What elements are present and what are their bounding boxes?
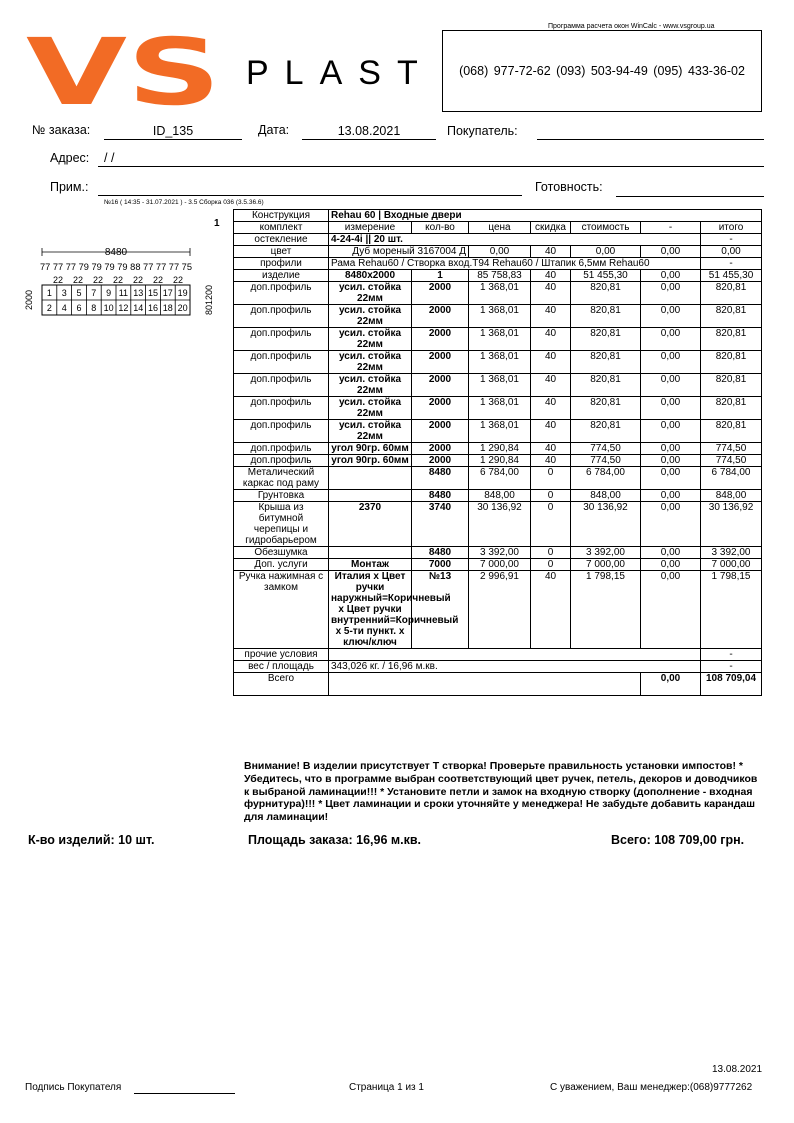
table-cell: 0,00: [641, 547, 701, 559]
table-cell: 30 136,92: [469, 502, 531, 547]
table-cell: 3 392,00: [701, 547, 762, 559]
table-row: [234, 443, 762, 455]
manager-contact: С уважением, Ваш менеджер:(068)9777262: [550, 1082, 753, 1093]
sketch-mid-dim: 22: [112, 275, 124, 285]
order-date-label: Дата:: [258, 123, 290, 137]
table-cell: 820,81: [701, 420, 762, 443]
table-cell: 1 798,15: [701, 571, 762, 649]
sketch-panel-number: 18: [162, 303, 173, 313]
table-cell: 820,81: [701, 374, 762, 397]
table-cell: 40: [531, 305, 571, 328]
phones-box: [442, 30, 762, 112]
table-cell: Италия x Цвет ручки наружный=Коричневый x Цвет ручки внутренний=Коричневый x 5-ти пункт. x ключ/ключ: [329, 571, 412, 649]
logo-plast: PLAST: [246, 54, 434, 92]
table-row: [234, 559, 762, 571]
table-cell: 0,00: [641, 282, 701, 305]
table-row: [234, 467, 762, 490]
sketch-panel-number: 12: [118, 303, 129, 313]
table-cell: 0,00: [641, 559, 701, 571]
table-cell: доп.профиль: [234, 374, 329, 397]
table-cell: 820,81: [701, 397, 762, 420]
table-cell: доп.профиль: [234, 351, 329, 374]
table-cell: доп.профиль: [234, 328, 329, 351]
table-cell: 820,81: [571, 328, 641, 351]
table-cell: 7 000,00: [701, 559, 762, 571]
table-cell: 820,81: [571, 420, 641, 443]
table-cell: 1 368,01: [469, 420, 531, 443]
sketch-panel-number: 10: [103, 303, 114, 313]
sketch-panel-number: 14: [133, 303, 144, 313]
table-cell: 820,81: [701, 282, 762, 305]
table-cell: 0,00: [641, 502, 701, 547]
sketch-panel-number: 8: [91, 303, 97, 313]
item-number: 1: [214, 218, 220, 229]
sketch-panel-number: 6: [76, 303, 82, 313]
table-cell: 0,00: [641, 420, 701, 443]
table-cell: усил. стойка 22мм: [329, 374, 412, 397]
table-cell: 1 368,01: [469, 305, 531, 328]
table-cell: 0,00: [641, 397, 701, 420]
table-cell: 40: [531, 571, 571, 649]
sketch-mid-dim: 22: [72, 275, 84, 285]
table-cell: 1 368,01: [469, 351, 531, 374]
table-cell: 820,81: [571, 397, 641, 420]
table-cell: 2370: [329, 502, 412, 547]
table-row: [234, 397, 762, 420]
table-cell: 1 290,84: [469, 443, 531, 455]
order-number-label: № заказа:: [32, 123, 91, 137]
table-cell: 2000: [412, 328, 469, 351]
sketch-panel-number: 11: [118, 288, 129, 298]
table-cell: 820,81: [571, 305, 641, 328]
calc-version-note: №16 ( 14:35 - 31.07.2021 ) - 3.5 Сборка 036 (3.5.36.6): [104, 199, 264, 206]
table-row: [234, 571, 762, 649]
table-cell: 0,00: [641, 455, 701, 467]
table-cell: 774,50: [701, 443, 762, 455]
table-cell: 774,50: [571, 455, 641, 467]
table-cell: Обезшумка: [234, 547, 329, 559]
footer-date: 13.08.2021: [712, 1064, 763, 1075]
table-cell: 3740: [412, 502, 469, 547]
table-cell: угол 90гр. 60мм: [329, 455, 412, 467]
product-row: изделие 8480x2000 1 85 758,83 40 51 455,30 0,00 51 455,30: [234, 270, 762, 282]
table-cell: 0,00: [641, 328, 701, 351]
table-row: [234, 502, 762, 547]
table-cell: 1 368,01: [469, 328, 531, 351]
table-cell: усил. стойка 22мм: [329, 351, 412, 374]
phones-text: (068) 977-72-62 (093) 503-94-49 (095) 433-36-02: [459, 64, 745, 78]
table-cell: 0: [531, 547, 571, 559]
header-row: комплект измерение кол-во цена скидка стоимость - итого: [234, 222, 762, 234]
table-cell: доп.профиль: [234, 305, 329, 328]
sketch-mid-dim: 22: [52, 275, 64, 285]
table-cell: 0,00: [641, 571, 701, 649]
sketch-panel-number: 15: [147, 288, 159, 298]
table-cell: 2000: [412, 443, 469, 455]
note-field[interactable]: [98, 180, 522, 196]
order-date-field[interactable]: 13.08.2021: [302, 124, 436, 140]
summary-count: К-во изделий: 10 шт.: [28, 833, 155, 847]
table-row: [234, 374, 762, 397]
table-cell: 774,50: [571, 443, 641, 455]
table-cell: 1 368,01: [469, 397, 531, 420]
sketch-mid-dim: 22: [92, 275, 104, 285]
table-cell: 2 996,91: [469, 571, 531, 649]
table-cell: 0,00: [641, 305, 701, 328]
table-row: [234, 305, 762, 328]
table-cell: 6 784,00: [469, 467, 531, 490]
table-row: [234, 328, 762, 351]
table-row: [234, 282, 762, 305]
table-cell: 0: [531, 559, 571, 571]
sketch-mid-dim: 22: [172, 275, 184, 285]
table-cell: 40: [531, 455, 571, 467]
total-row: Всего 0,00 108 709,04: [234, 673, 762, 696]
glazing-row: остекление 4-24-4i || 20 шт. -: [234, 234, 762, 246]
table-cell: усил. стойка 22мм: [329, 305, 412, 328]
table-cell: Металический каркас под раму: [234, 467, 329, 490]
table-cell: 6 784,00: [571, 467, 641, 490]
table-row: [234, 547, 762, 559]
product-sketch: [22, 240, 222, 322]
color-row: цвет Дуб мореный 3167004 Д 0,00 40 0,00 0,00 0,00: [234, 246, 762, 258]
table-cell: доп.профиль: [234, 455, 329, 467]
table-cell: 40: [531, 351, 571, 374]
table-cell: 2000: [412, 282, 469, 305]
table-cell: доп.профиль: [234, 282, 329, 305]
table-cell: 7 000,00: [571, 559, 641, 571]
table-cell: 820,81: [701, 328, 762, 351]
sketch-right-label: 801200: [204, 284, 214, 316]
program-note: Программа расчета окон WinCalc - www.vsgroup.ua: [548, 23, 715, 30]
sketch-panel-number: 19: [177, 288, 188, 298]
other-conditions-row: прочие условия -: [234, 649, 762, 661]
table-cell: 3 392,00: [469, 547, 531, 559]
sketch-panel-number: 2: [46, 303, 52, 313]
table-cell: 8480: [412, 467, 469, 490]
sketch-panel-number: 9: [106, 288, 112, 298]
table-cell: 7 000,00: [469, 559, 531, 571]
table-cell: 774,50: [701, 455, 762, 467]
table-cell: доп.профиль: [234, 443, 329, 455]
sketch-mid-dims: [53, 275, 183, 285]
table-cell: Монтаж: [329, 559, 412, 571]
table-cell: 2000: [412, 420, 469, 443]
sketch-top-dims: 77 77 77 79 79 79 79 88 77 77 77 75: [40, 262, 192, 272]
table-cell: 2000: [412, 455, 469, 467]
sketch-panel-number: 7: [91, 288, 97, 298]
sketch-panel-number: 16: [147, 303, 159, 313]
sketch-panel-number: 1: [46, 288, 52, 298]
table-cell: усил. стойка 22мм: [329, 328, 412, 351]
page-counter: Страница 1 из 1: [349, 1082, 424, 1093]
specification-table: [233, 209, 762, 696]
signature-label: Подпись Покупателя: [25, 1082, 122, 1093]
table-cell: 0,00: [641, 374, 701, 397]
sketch-panel-number: 5: [76, 288, 82, 298]
table-cell: 8480: [412, 547, 469, 559]
table-cell: 7000: [412, 559, 469, 571]
table-cell: 6 784,00: [701, 467, 762, 490]
weight-row: вес / площадь 343,026 кг. / 16,96 м.кв. -: [234, 661, 762, 673]
table-cell: 40: [531, 443, 571, 455]
sketch-panel-number: 4: [61, 303, 67, 313]
table-cell: 848,00: [701, 490, 762, 502]
sketch-mid-dim: 22: [132, 275, 144, 285]
company-logo: [26, 19, 446, 126]
table-cell: Грунтовка: [234, 490, 329, 502]
profiles-row: профили Рама Rehau60 / Створка вход.T94 Rehau60 / Штапик 6,5мм Rehau60 -: [234, 258, 762, 270]
table-cell: 820,81: [701, 351, 762, 374]
table-row: [234, 455, 762, 467]
table-cell: №13: [412, 571, 469, 649]
table-cell: 848,00: [571, 490, 641, 502]
table-cell: 30 136,92: [571, 502, 641, 547]
address-label: Адрес:: [50, 151, 90, 165]
table-cell: 0,00: [641, 490, 701, 502]
table-cell: 0: [531, 490, 571, 502]
table-cell: 820,81: [571, 282, 641, 305]
table-cell: [329, 467, 412, 490]
table-cell: угол 90гр. 60мм: [329, 443, 412, 455]
table-cell: 40: [531, 282, 571, 305]
sketch-width-label: 8480: [104, 247, 128, 258]
table-cell: 40: [531, 397, 571, 420]
ready-label: Готовность:: [535, 180, 603, 194]
ready-field[interactable]: [616, 181, 764, 197]
table-cell: 0: [531, 467, 571, 490]
buyer-field[interactable]: [537, 124, 764, 140]
sketch-panel-number: 3: [61, 288, 67, 298]
order-number-field[interactable]: ID_135: [104, 124, 242, 140]
table-cell: 1 798,15: [571, 571, 641, 649]
table-cell: усил. стойка 22мм: [329, 397, 412, 420]
table-row: [234, 490, 762, 502]
summary-total: Всего: 108 709,00 грн.: [611, 833, 745, 847]
table-cell: [329, 490, 412, 502]
table-cell: 8480: [412, 490, 469, 502]
table-cell: 2000: [412, 397, 469, 420]
table-cell: усил. стойка 22мм: [329, 420, 412, 443]
table-row: [234, 351, 762, 374]
table-cell: 820,81: [701, 305, 762, 328]
table-cell: 0,00: [641, 351, 701, 374]
table-cell: 40: [531, 420, 571, 443]
note-label: Прим.:: [50, 180, 89, 194]
table-cell: доп.профиль: [234, 420, 329, 443]
table-cell: Доп. услуги: [234, 559, 329, 571]
table-cell: 848,00: [469, 490, 531, 502]
summary-area: Площадь заказа: 16,96 м.кв.: [248, 833, 422, 847]
sketch-mid-dim: 22: [152, 275, 164, 285]
logo-vs: VS: [26, 19, 221, 126]
table-cell: 2000: [412, 351, 469, 374]
table-cell: 1 290,84: [469, 455, 531, 467]
sketch-height-label: 2000: [24, 289, 34, 311]
sketch-panel-number: 13: [133, 288, 144, 298]
table-cell: 820,81: [571, 374, 641, 397]
table-cell: Крыша из битумной черепицы и гидробарьером: [234, 502, 329, 547]
table-cell: 30 136,92: [701, 502, 762, 547]
table-cell: 0: [531, 502, 571, 547]
table-cell: Ручка нажимная с замком: [234, 571, 329, 649]
table-cell: усил. стойка 22мм: [329, 282, 412, 305]
table-cell: 2000: [412, 305, 469, 328]
table-cell: 1 368,01: [469, 374, 531, 397]
warning-text: Внимание! В изделии присутствует Т створка! Проверьте правильность установки импостов! * Убедитесь, что в программе выбран соответствующий цвет ручек, петель, декоров и доводчиков к выбраной ламинации!!! * Установите петли и замок на входную створку (дополнение - входная фурнитура)!!! * Цвет ламинации и сроки уточняйте у менеджера! Не забудьте добавить карандаш для ламинации!: [244, 760, 758, 824]
table-cell: доп.профиль: [234, 397, 329, 420]
table-cell: 2000: [412, 374, 469, 397]
table-cell: 40: [531, 328, 571, 351]
construction-row: Конструкция Rehau 60 | Входные двери: [234, 210, 762, 222]
address-field[interactable]: / /: [98, 151, 764, 167]
signature-line[interactable]: [134, 1093, 235, 1094]
table-cell: 0,00: [641, 467, 701, 490]
table-cell: 0,00: [641, 443, 701, 455]
sketch-panel-number: 20: [177, 303, 188, 313]
table-cell: 1 368,01: [469, 282, 531, 305]
table-row: [234, 420, 762, 443]
table-cell: [329, 547, 412, 559]
table-cell: 820,81: [571, 351, 641, 374]
table-cell: 3 392,00: [571, 547, 641, 559]
sketch-panel-number: 17: [162, 288, 173, 298]
buyer-label: Покупатель:: [447, 124, 518, 138]
table-cell: 40: [531, 374, 571, 397]
